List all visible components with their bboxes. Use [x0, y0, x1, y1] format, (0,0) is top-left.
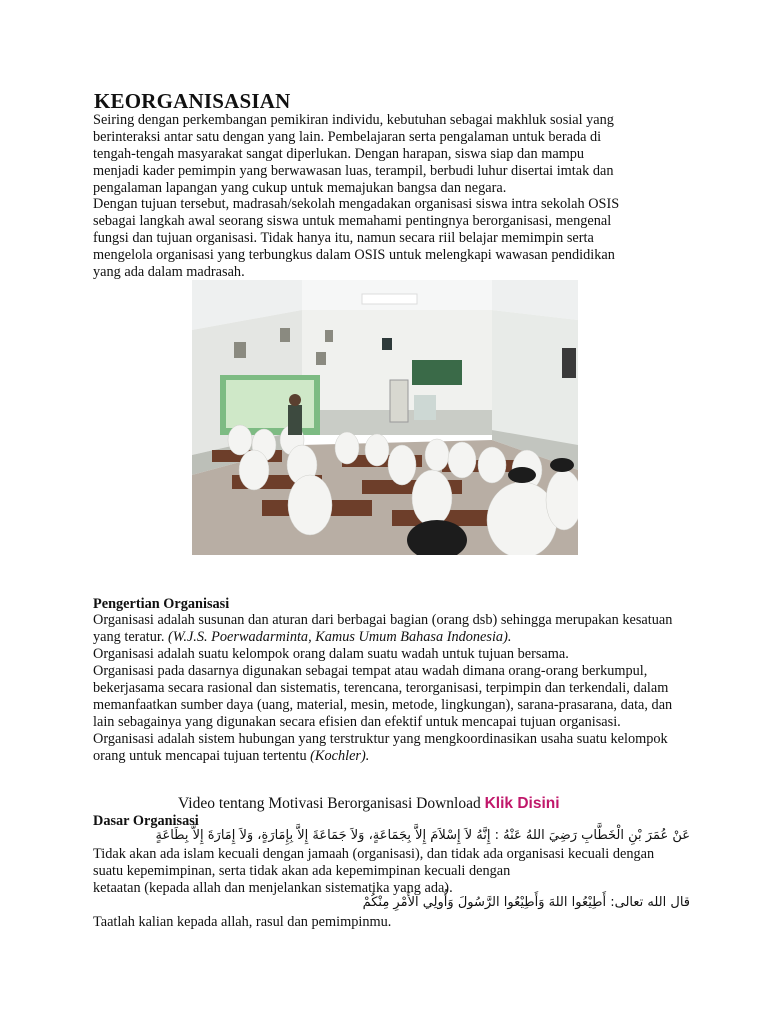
- document-title: KEORGANISASIAN: [94, 89, 291, 113]
- intro-paragraph-1: Seiring dengan perkembangan pemikiran individu, kebutuhan sebagai makhluk sosial yang berinteraksi antar satu dengan yang lain. Pembelajaran serta pengalaman untuk berada di tengah-tengah masyarakat sangat diperlukan. Dengan harapan, siswa siap dan mampu menjadi kader pemimpin yang berwawasan luas, terampil, berbudi luhur disertai imtak dan pengalaman lapangan yang cukup untuk memajukan bangsa dan negara.: [93, 112, 614, 196]
- dasar-translation-3: Taatlah kalian kepada allah, rasul dan pemimpinmu.: [93, 914, 392, 930]
- video-download-line: Video tentang Motivasi Berorganisasi Download Klik Disini: [178, 795, 560, 812]
- pengertian-definition-3: Organisasi pada dasarnya digunakan sebagai tempat atau wadah dimana orang-orang berkumpul, bekerjasama secara rasional dan sistematis, terencana, terorganisasi, terpimpin dan terkendali, dalam memanfaatkan sumber daya (uang, material, mesin, metode, lingkungan), sarana-prasarana, data, dan lain sebagainya yang digunakan secara efisien dan efektif untuk mencapai tujuan organisasi.: [93, 663, 673, 730]
- dasar-translation-2: ketaatan (kepada allah dan menjelankan sistematika yang ada).: [93, 880, 453, 896]
- download-link[interactable]: Klik Disini: [484, 795, 560, 812]
- pengertian-definition-1: Organisasi adalah susunan dan aturan dari berbagai bagian (orang dsb) sehingga merupakan kesatuan yang teratur. (W.J.S. Poerwadarminta, Kamus Umum Bahasa Indonesia).: [93, 612, 673, 645]
- intro-paragraph-2: Dengan tujuan tersebut, madrasah/sekolah mengadakan organisasi siswa intra sekolah OSIS sebagai langkah awal seorang siswa untuk memahami pentingnya berorganisasi, mengenal fungsi dan tujuan organisasi. Tidak hanya itu, namun secara riil belajar memimpin serta mengelola organisasi yang terbungkus dalam OSIS untuk melengkapi wawasan pendidikan yang ada dalam madrasah.: [93, 196, 620, 280]
- pengertian-heading: Pengertian Organisasi: [93, 596, 230, 612]
- pengertian-body: [93, 612, 673, 765]
- arabic-quran-text: قال الله تعالى: أَطِيْعُوا اللهَ وَأَطِيْعُوا الرَّسُولَ وَأُولِي الأَمْرِ مِنْكُمْ: [362, 895, 690, 910]
- pengertian-definition-2: Organisasi adalah suatu kelompok orang dalam suatu wadah untuk tujuan bersama.: [93, 646, 569, 662]
- dasar-body: [93, 846, 673, 897]
- citation-poerwadarminta: (W.J.S. Poerwadarminta, Kamus Umum Bahasa Indonesia).: [168, 629, 512, 645]
- arabic-hadith-text: عَنْ عُمَرَ بْنِ الْخَطَّابِ رَضِيَ اللهُ عَنْهُ : إِنَّهُ لاَ إِسْلاَمَ إِلاَّ بِجَمَاعَةٍ، وَلاَ جَمَاعَةَ إِلاَّ بِإِمَارَةٍ، وَلاَ إِمَارَةَ إِلاَّ بِطَاعَةٍ: [155, 828, 690, 843]
- dasar-heading: Dasar Organisasi: [93, 813, 199, 829]
- dasar-translation-1: Tidak akan ada islam kecuali dengan jamaah (organisasi), dan tidak ada organisasi kecuali dengan suatu kepemimpinan, serta tidak akan ada kepemimpinan kecuali dengan: [93, 846, 655, 879]
- classroom-photo: [192, 280, 578, 555]
- pengertian-definition-4: Organisasi adalah sistem hubungan yang terstruktur yang mengkoordinasikan usaha suatu kelompok orang untuk mencapai tujuan tertentu (Kochler).: [93, 731, 668, 764]
- citation-kochler: (Kochler).: [310, 748, 370, 764]
